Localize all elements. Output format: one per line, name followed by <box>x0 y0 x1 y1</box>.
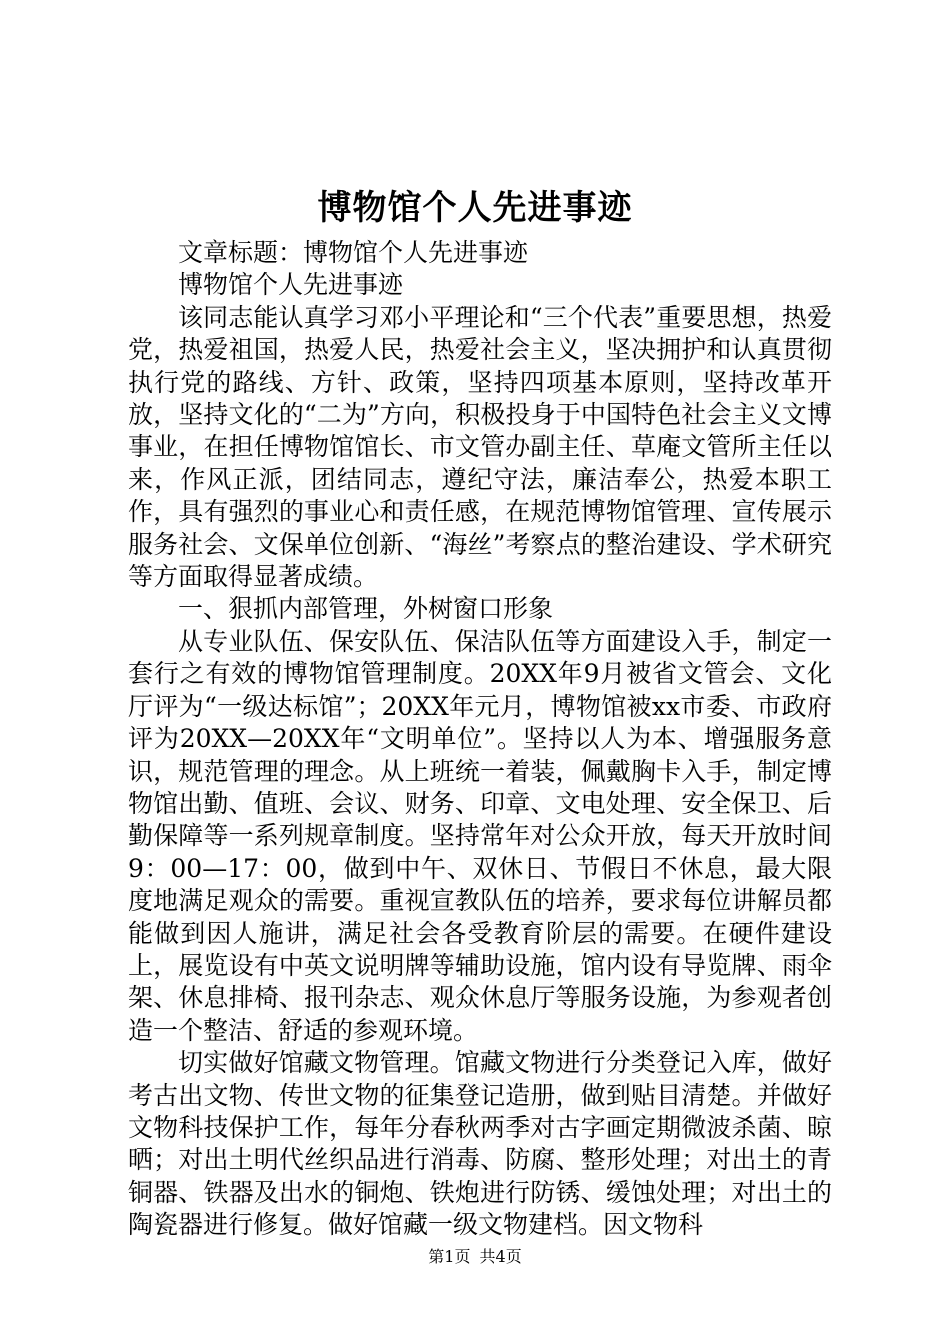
page-total: 共4页 <box>479 1247 522 1266</box>
page-footer <box>0 1246 950 1268</box>
paragraph-management: 从专业队伍、保安队伍、保洁队伍等方面建设入手，制定一套行之有效的博物馆管理制度。20XX年9月被省文管会、文化厅评为“一级达标馆”；20XX年元月，博物馆被xx市委、市政府评为20XX—20XX年“文明单位”。坚持以人为本、增强服务意识，规范管理的理念。从上班统一着装，佩戴胸卡入手，制定博物馆出勤、值班、会议、财务、印章、文电处理、安全保卫、后勤保障等一系列规章制度。坚持常年对公众开放，每天开放时间9：00—17：00，做到中午、双休日、节假日不休息，最大限度地满足观众的需要。重视宣教队伍的培养，要求每位讲解员都能做到因人施讲，满足社会各受教育阶层的需要。在硬件建设上，展览设有中英文说明牌等辅助设施，馆内设有导览牌、雨伞架、休息排椅、报刊杂志、观众休息厅等服务设施，为参观者创造一个整洁、舒适的参观环境。 <box>128 626 832 1045</box>
paragraph-intro: 该同志能认真学习邓小平理论和“三个代表”重要思想，热爱党，热爱祖国，热爱人民，热爱社会主义，坚决拥护和认真贯彻执行党的路线、方针、政策，坚持四项基本原则，坚持改革开放，坚持文化的“二为”方向，积极投身于中国特色社会主义文博事业，在担任博物馆馆长、市文管办副主任、草庵文管所主任以来，作风正派，团结同志，遵纪守法，廉洁奉公，热爱本职工作，具有强烈的事业心和责任感，在规范博物馆管理、宣传展示服务社会、文保单位创新、“海丝”考察点的整治建设、学术研究等方面取得显著成绩。 <box>128 302 832 592</box>
document-title: 博物馆个人先进事迹 <box>317 188 633 228</box>
article-title-line: 文章标题：博物馆个人先进事迹 <box>178 238 529 267</box>
paragraph-collection: 切实做好馆藏文物管理。馆藏文物进行分类登记入库，做好考古出文物、传世文物的征集登记造册，做到贴目清楚。并做好文物科技保护工作，每年分春秋两季对古字画定期微波杀菌、晾晒；对出土明代丝织品进行消毒、防腐、整形处理；对出土的青铜器、铁器及出水的铜炮、铁炮进行防锈、缓蚀处理；对出土的陶瓷器进行修复。做好馆藏一级文物建档。因文物科 <box>128 1048 832 1240</box>
page-number: 第1页 <box>428 1247 471 1266</box>
section-heading: 一、狠抓内部管理，外树窗口形象 <box>178 594 554 624</box>
subtitle-line: 博物馆个人先进事迹 <box>178 270 404 300</box>
document-body <box>128 237 832 1242</box>
